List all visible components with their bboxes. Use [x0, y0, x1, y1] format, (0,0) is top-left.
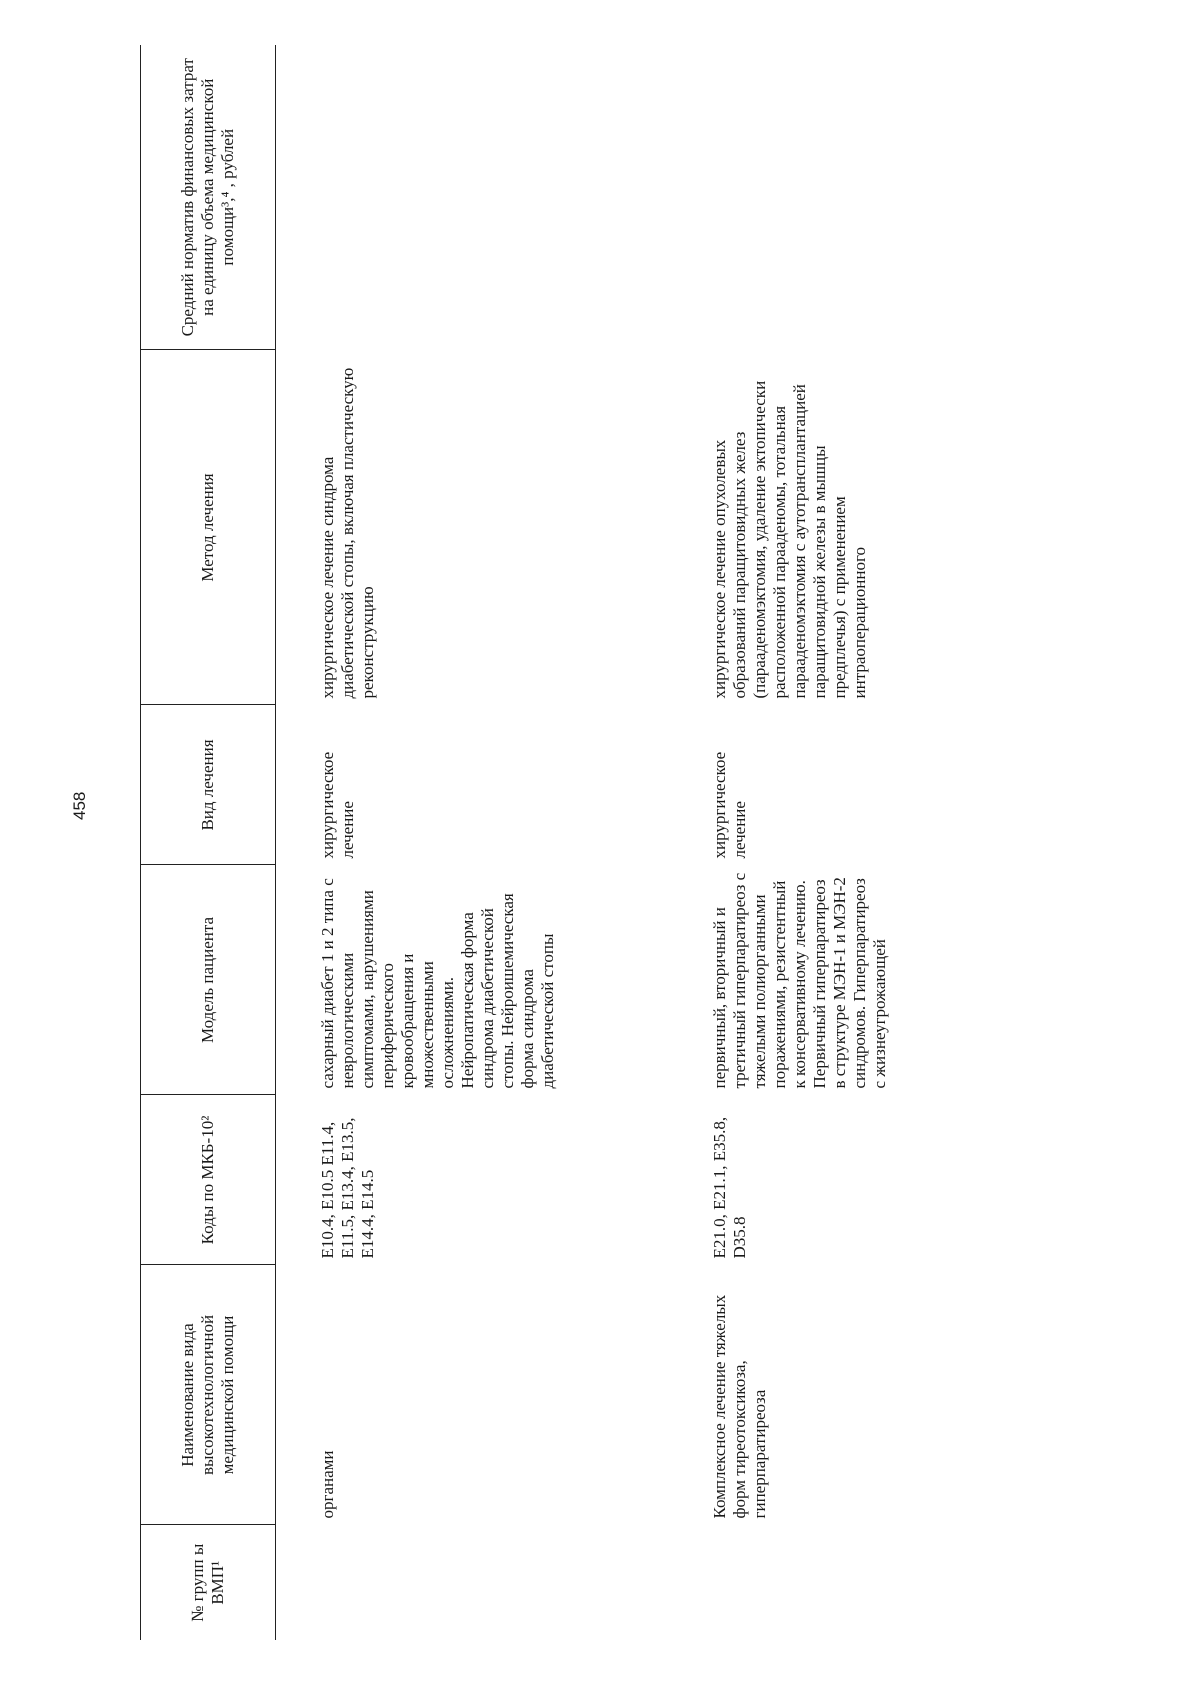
vmp-table — [140, 45, 896, 1640]
header-vmp-name: Наименование вида высокотехнологичной медицинской помощи — [141, 1265, 276, 1525]
cell-cost-standard — [704, 45, 896, 350]
cell-treatment-kind: хирургическое лечение — [710, 751, 749, 859]
cell-icd-codes: E10.4, E10.5 E11.4, E11.5, E13.4, E13.5, E14.4, E14.5 — [318, 1117, 377, 1259]
page-number: 458 — [70, 791, 89, 820]
header-group-number: № групп ы ВМП¹ — [141, 1525, 276, 1640]
cell-group-number — [704, 1525, 896, 1640]
cell-treatment-method: хирургическое лечение синдрома диабетической стопы, включая пластическую реконструкцию — [318, 367, 377, 699]
cell-group-number — [276, 1525, 705, 1640]
table-row — [276, 45, 705, 1640]
table-header-row — [141, 45, 276, 1640]
cell-treatment-kind: хирургическое лечение — [318, 751, 357, 859]
rotated-page-content — [140, 45, 1140, 1640]
cell-patient-model: первичный, вторичный и третичный гиперпаратиреоз с тяжелыми полиорганными поражениями, резистентный к консервативному лечению. Первичный гиперпаратиреоз в структуре МЭН-1 и МЭН-2 синдромов. Гиперпаратиреоз с жизнеугрожающей — [710, 872, 889, 1089]
header-icd-codes: Коды по МКБ-10² — [141, 1095, 276, 1265]
cell-cost-standard — [276, 45, 705, 350]
header-patient-model: Модель пациента — [141, 865, 276, 1095]
cell-vmp-name: органами — [318, 1450, 337, 1519]
table-row — [704, 45, 896, 1640]
cell-icd-codes: E21.0, E21.1, E35.8, D35.8 — [710, 1116, 749, 1259]
cell-treatment-method: хирургическое лечение опухолевых образований паращитовидных желез (парааденомэктомия, удаление эктопически расположенной парааденомы, тотальная парааденомэктомия с аутотрансплантацией паращитовидной железы в мышцы предплечья) с применением интраоперационного — [710, 380, 869, 699]
header-cost-standard: Средний норматив финансовых затрат на единицу объема медицинской помощи³,⁴ , рублей — [141, 45, 276, 350]
cell-patient-model: сахарный диабет 1 и 2 типа с неврологическими симптомами, нарушениями периферического кровообращения и множественными осложнениями. Нейропатическая форма синдрома диабетической стопы. Нейроишемическая форма синдрома диабетической стопы — [318, 878, 557, 1089]
header-treatment-method: Метод лечения — [141, 350, 276, 705]
cell-vmp-name: Комплексное лечение тяжелых форм тиреотоксикоза, гиперпаратиреоза — [710, 1294, 769, 1519]
header-treatment-kind: Вид лечения — [141, 705, 276, 865]
